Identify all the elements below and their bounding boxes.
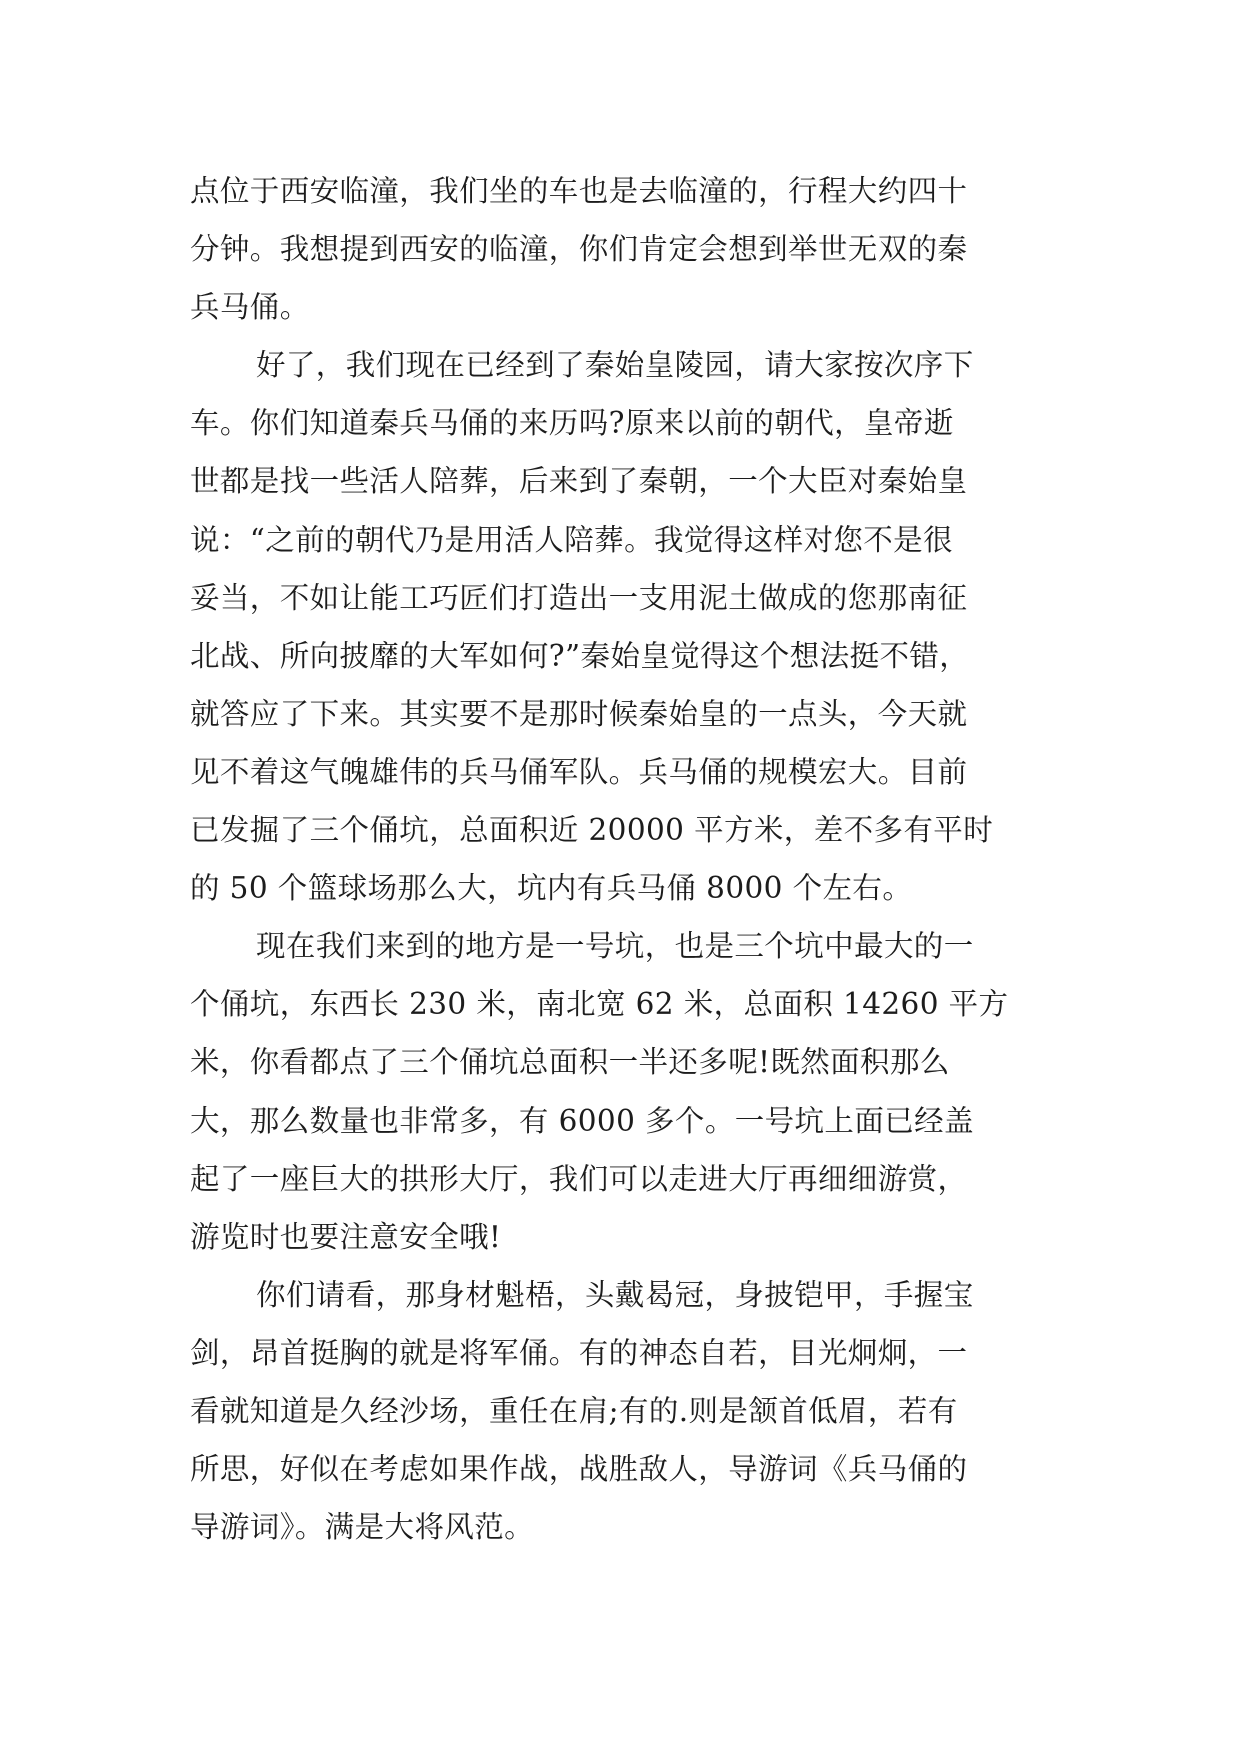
- paragraph-first-line: 好了，我们现在已经到了秦始皇陵园，请大家按次序下: [256, 348, 974, 383]
- text-line: 点位于西安临潼，我们坐的车也是去临潼的，行程大约四十: [190, 174, 968, 208]
- text-line: 车。你们知道秦兵马俑的来历吗?原来以前的朝代，皇帝逝: [190, 406, 954, 441]
- text-line: 看就知道是久经沙场，重任在肩;有的.则是颔首低眉，若有: [190, 1393, 958, 1428]
- paragraph-first-line: 现在我们来到的地方是一号坑，也是三个坑中最大的一: [256, 929, 974, 964]
- paragraph-first-line: 你们请看，那身材魁梧，头戴曷冠，身披铠甲，手握宝: [256, 1277, 974, 1312]
- text-line: 说：“之前的朝代乃是用活人陪葬。我觉得这样对您不是很: [190, 522, 953, 557]
- text-line: 所思，好似在考虑如果作战，战胜敌人，导游词《兵马俑的: [190, 1452, 968, 1487]
- text-line: 起了一座巨大的拱形大厅，我们可以走进大厅再细细游赏，: [190, 1161, 968, 1196]
- text-line: 兵马俑。: [190, 290, 310, 325]
- text-line: 游览时也要注意安全哦!: [190, 1219, 502, 1254]
- text-line: 见不着这气魄雄伟的兵马俑军队。兵马俑的规模宏大。目前: [190, 754, 968, 789]
- text-line: 大，那么数量也非常多，有 6000 多个。一号坑上面已经盖: [190, 1103, 974, 1138]
- text-line: 分钟。我想提到西安的临潼，你们肯定会想到举世无双的秦: [190, 232, 968, 267]
- text-line: 已发掘了三个俑坑，总面积近 20000 平方米，差不多有平时: [190, 813, 994, 848]
- text-line: 妥当，不如让能工巧匠们打造出一支用泥土做成的您那南征: [190, 580, 968, 615]
- text-line: 导游词》。满是大将风范。: [190, 1510, 535, 1545]
- text-line: 世都是找一些活人陪葬，后来到了秦朝，一个大臣对秦始皇: [190, 464, 968, 499]
- text-line: 的 50 个篮球场那么大，坑内有兵马俑 8000 个左右。: [190, 871, 913, 906]
- body-text: [190, 162, 1050, 1556]
- text-line: 米，你看都点了三个俑坑总面积一半还多呢!既然面积那么: [190, 1045, 950, 1080]
- text-line: 剑，昂首挺胸的就是将军俑。有的神态自若，目光炯炯，一: [190, 1335, 968, 1370]
- text-line: 就答应了下来。其实要不是那时候秦始皇的一点头，今天就: [190, 696, 968, 731]
- text-line: 北战、所向披靡的大军如何?”秦始皇觉得这个想法挺不错，: [190, 638, 970, 673]
- text-line: 个俑坑，东西长 230 米，南北宽 62 米，总面积 14260 平方: [190, 987, 1009, 1022]
